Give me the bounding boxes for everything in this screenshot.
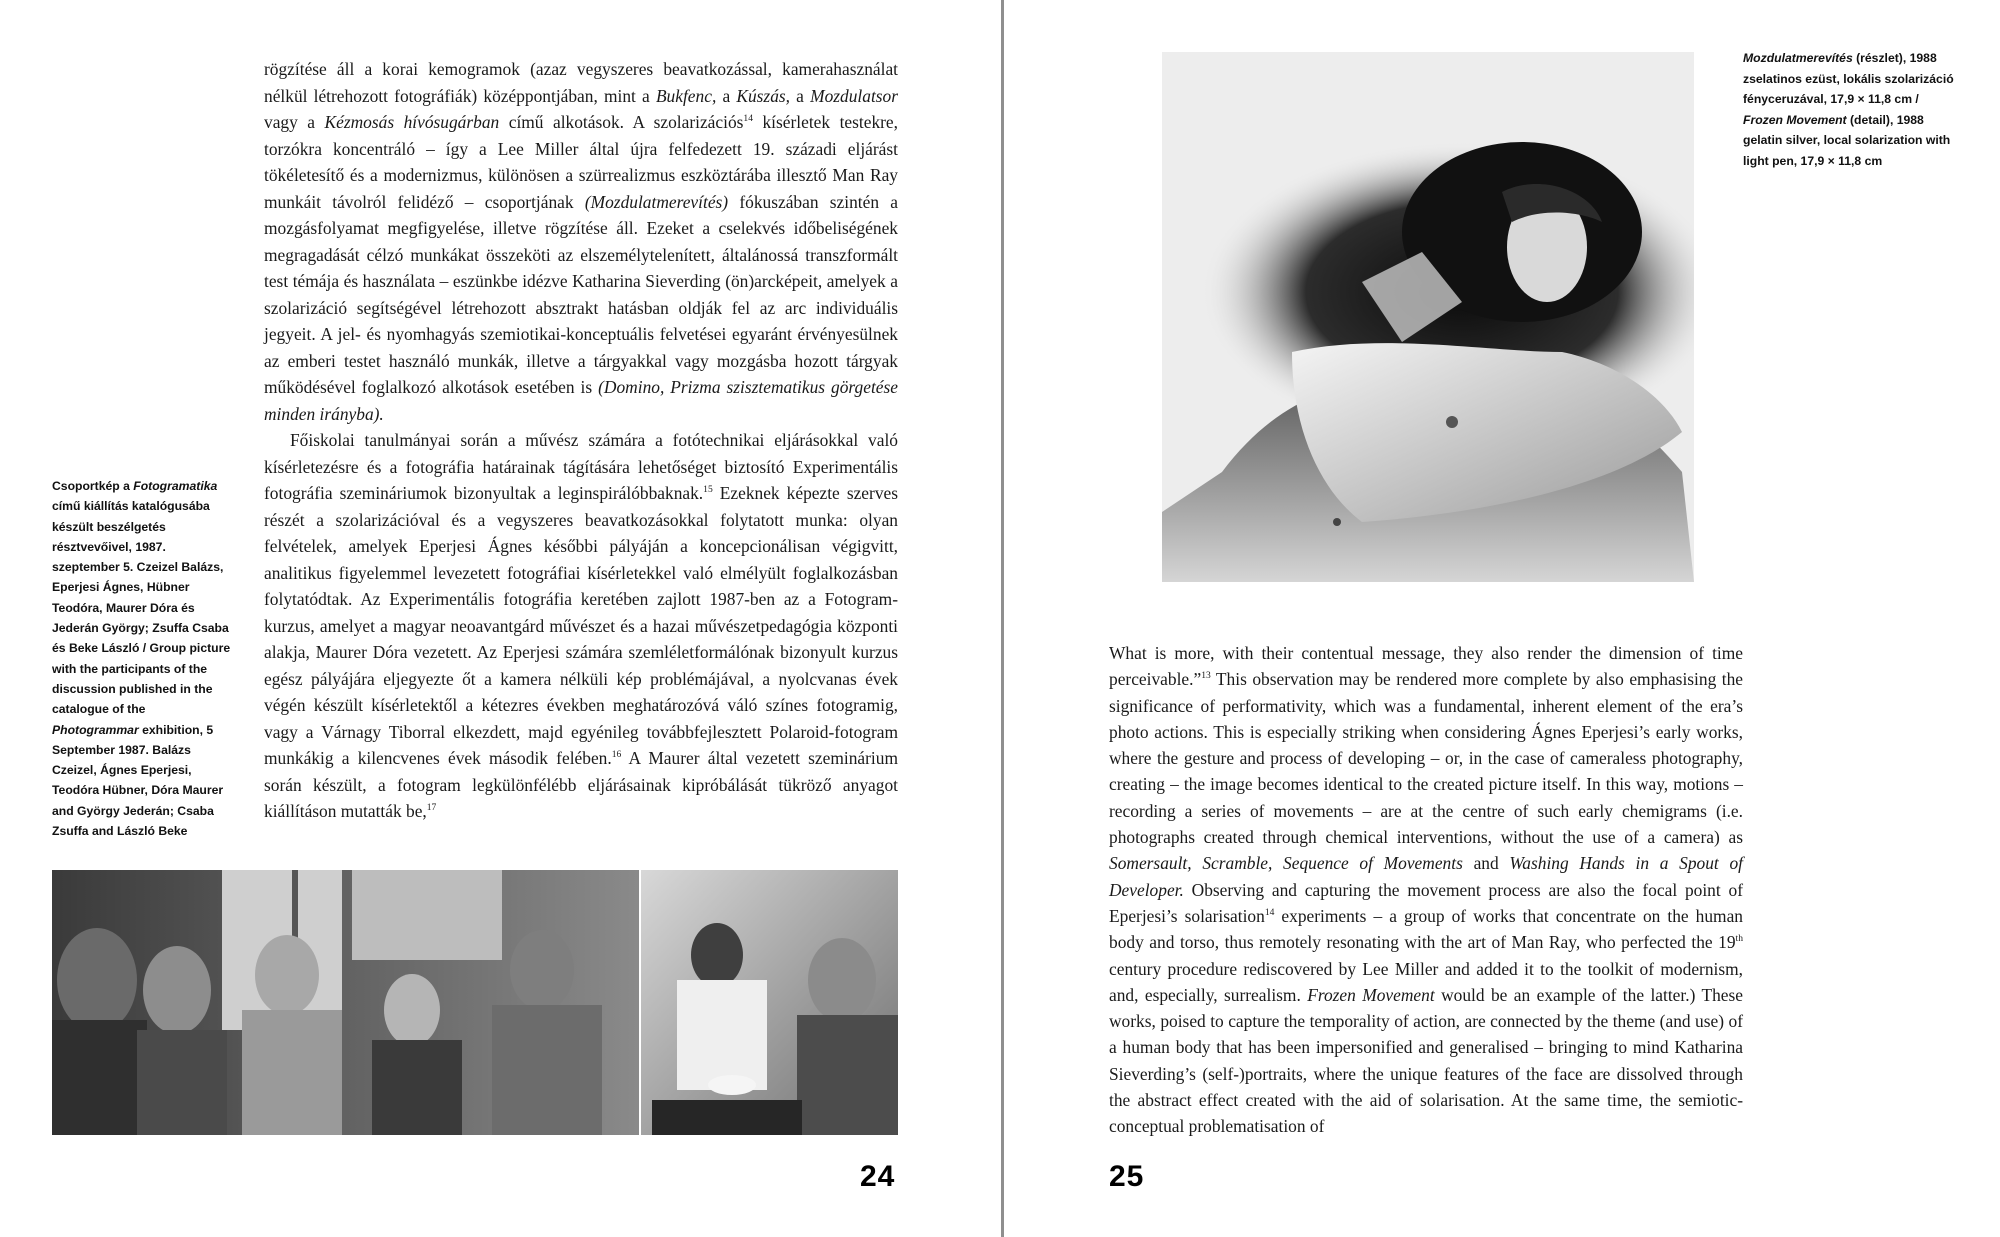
text-run: A Maurer által vezetett szeminárium során készült, a fotogram legkülönfélébb eljárásainak kipróbálását tükröző anyagot kiállításon mutatták be,	[264, 748, 898, 821]
text-run: Ezeknek képezte szerves részét a szolarizációval és a vegyszeres beavatkozásokkal folytatott munka: olyan felvételek, amelyek Eperjesi Ágnes későbbi pályáján a koncepcionálisan végigvitt, analitikus figyelemmel levezetett fotográfiai kísérletekkel való elmélyült foglalkozásban folytatódtak. Az Experimentális fotográfia keretében zajlott 1987-ben az a Fotogram-kurzus, amelyet a magyar neoavantgárd művészet és a hazai művészetpedagógia központi alakja, Maurer Dóra vezetett. Az Eperjesi számára szemléletformálónak bizonyult kurzus egész pályájára eljegyezte őt a kamera nélküli kép problémájával, a nyolcvanas évek végén készült kísérletektől a kétezres években meghatározóvá váló színes fotogramig, vagy a Várnagy Tiborral elkezdett, majd egyénileg továbbfejlesztett Polaroid-fotogram munkákig a kilencvenes évek második felében.	[264, 483, 898, 768]
text-run: című alkotások. A szolarizációs	[499, 112, 744, 132]
footnote-ref: 13	[1201, 670, 1211, 682]
footnote-ref: 17	[426, 802, 437, 814]
text-run: What is more, with their contentual message, they also render the dimension of time perceivable.”	[1109, 643, 1743, 690]
page-number-left: 24	[860, 1160, 896, 1193]
footnote-ref: 16	[611, 749, 622, 761]
footnote-ref: 14	[1264, 907, 1275, 919]
italic-run: (Domino, Prizma szisztematikus görgetése minden irányba).	[264, 377, 899, 424]
text-run: kísérletek testekre, torzókra koncentráló – így a Lee Miller által újra felfedezett 19. századi eljárást tökéletesítő és a modernizmus, különösen a szürrealizmus eszköztárába illesztő Man Ray munkáit távolról felidéző – csoportjának	[264, 112, 898, 212]
italic-run: Frozen Movement	[1743, 112, 1847, 127]
group-photo-caption	[52, 476, 234, 841]
italic-run: Mozdulatmerevítés	[1743, 51, 1853, 65]
group-photo	[52, 870, 898, 1135]
italic-run: Washing Hands in a Spout of Developer.	[1109, 853, 1743, 900]
english-paragraph	[1109, 640, 1743, 1140]
italic-run: (Mozdulatmerevítés)	[584, 191, 729, 212]
text-run: and	[1462, 853, 1510, 874]
italic-run: Kúszás,	[736, 85, 791, 106]
text-run: Főiskolai tanulmányai során a művész számára a fotótechnikai eljárásokkal való kísérletezésre és a fotográfia határainak tágítására lehetőséget biztosító Experimentális fotográfia szemináriumok bizonyultak a leginspirálóbbaknak.	[264, 430, 898, 503]
paragraph-2	[264, 427, 898, 825]
italic-run: Mozdulatsor	[810, 85, 899, 106]
text-run: This observation may be rendered more complete by also emphasising the significance of performativity, which was a fundamental, inherent element of the era’s photo actions. This is especially striking when considering Ágnes Eperjesi’s early works, where the gesture and process of developing – or, in the case of cameraless photography, creating – the image becomes identical to the created picture itself. In this way, motions – recording a series of movements – are at the centre of such early chemigrams (i.e. photographs created through chemical interventions, without the use of a camera) as	[1109, 669, 1743, 848]
text-run: a	[716, 85, 737, 106]
footnote-ref: 15	[703, 484, 713, 496]
paragraph-1	[264, 56, 898, 427]
italic-run: Frozen Movement	[1307, 984, 1435, 1005]
group-photo-image	[52, 870, 898, 1135]
text-run: (detail), 1988 gelatin silver, local solarization with light pen, 17,9 × 11,8 cm	[1743, 112, 1951, 168]
page-number-right: 25	[1109, 1160, 1145, 1193]
footnote-ref: th	[1735, 933, 1743, 945]
solarized-photo-image	[1162, 52, 1694, 582]
italic-run: Photogrammar	[52, 722, 139, 737]
text-run: rögzítése áll a korai kemogramok (azaz vegyszeres beavatkozással, kamerahasználat nélkül létrehozott fotográfiák) középpontjában, mint a	[264, 59, 898, 106]
body-text-hungarian	[264, 56, 898, 825]
text-run: a	[790, 85, 811, 106]
text-run: fókuszában szintén a mozgásfolyamat megfigyelése, illetve rögzítése áll. Ezeket a cselekvés időbeliségének megragadását célzó munkákat összeköti az elszemélytelenített, általánossá transzformált test témája és használata – eszünkbe idézve Katharina Sieverding (ön)arcképeit, amelyek a szolarizáció segítségével létrehozott absztrakt hatásban oldják fel az arc individuális jegyeit. A jel- és nyomhagyás szemiotikai-konceptuális felvetései egyaránt érvényesülnek az emberi testet használó munkák, illetve a tárgyakkal vagy mozgásba hozott tárgyak működésével foglalkozó alkotások esetében is	[264, 191, 898, 397]
text-run: would be an example of the latter.) These works, poised to capture the temporality of action, are connected by the theme (and use) of a human body that has been impersonified and generalised – bringing to mind Katharina Sieverding’s (self-)portraits, where the unique features of the face are dissolved through the abstract effect created with the aid of solarisation. At the same time, the semiotic-conceptual problematisation of	[1109, 984, 1743, 1137]
text-run: exhibition, 5 September 1987. Balázs Czeizel, Ágnes Eperjesi, Teodóra Hübner, Dóra Maurer and György Jederán; Csaba Zsuffa and László Beke	[52, 722, 224, 839]
text-run: century procedure rediscovered by Lee Miller and added it to the toolkit of modernism, and, especially, surrealism.	[1109, 958, 1743, 1005]
italic-run: Kézmosás hívósugárban	[324, 112, 500, 132]
solarized-photo-caption	[1743, 48, 1958, 171]
italic-run: Fotogramatika	[133, 479, 218, 493]
footnote-ref: 14	[743, 113, 753, 125]
italic-run: Bukfenc,	[655, 85, 717, 106]
body-text-english	[1109, 640, 1743, 1140]
text-run: című kiállítás katalógusába készült beszélgetés résztvevőivel, 1987. szeptember 5. Czeizel Balázs, Eperjesi Ágnes, Hübner Teodóra, Maurer Dóra és Jederán György; Zsuffa Csaba és Beke László / Group picture with the participants of the discussion published in the catalogue of the	[52, 499, 231, 717]
text-run: Csoportkép a	[52, 479, 134, 493]
page-gutter	[1001, 0, 1004, 1237]
solarized-photo	[1162, 52, 1694, 582]
text-run: Observing and capturing the movement process are also the focal point of Eperjesi’s solarisation	[1109, 879, 1743, 926]
text-run: (részlet), 1988 zselatinos ezüst, lokális szolarizáció fényceruzával, 17,9 × 11,8 cm /	[1743, 51, 1954, 106]
text-run: experiments – a group of works that concentrate on the human body and torso, thus remotely resonating with the art of Man Ray, who perfected the 19	[1109, 905, 1744, 953]
text-run: vagy a	[264, 112, 325, 132]
italic-run: Somersault, Scramble, Sequence of Movements	[1109, 853, 1463, 874]
